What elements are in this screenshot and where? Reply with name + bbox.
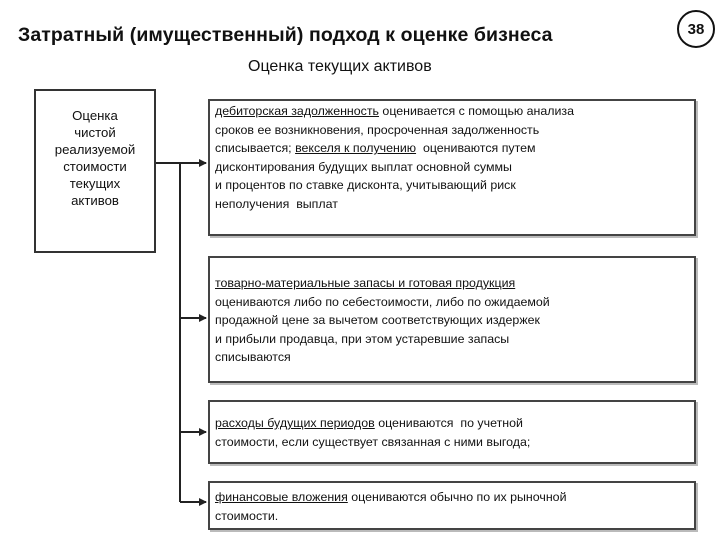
subtitle: Оценка текущих активов [248, 58, 432, 75]
inventory-term: товарно-материальные запасы и готовая продукция [215, 276, 516, 290]
box-line: неполучения выплат [215, 196, 338, 211]
page-number-badge: 38 [677, 10, 715, 48]
box-line: и прибыли продавца, при этом устаревшие запасы [215, 331, 510, 346]
main-label-line: активов [71, 193, 119, 208]
box-text: списывается; [215, 141, 296, 155]
main-label-line: чистой [74, 125, 116, 140]
main-label-line: стоимости [63, 159, 127, 174]
bills-receivable-term: векселя к получению [295, 141, 417, 155]
box-line: оцениваются либо по себестоимости, либо по ожидаемой [215, 294, 550, 309]
box-line: списываются [215, 350, 291, 364]
financial-investments-box [208, 481, 696, 530]
box-line [215, 102, 688, 121]
box-line: и процентов по ставке дисконта, учитывающий риск [215, 178, 516, 192]
box-line [215, 414, 688, 433]
box-line: стоимости. [215, 508, 279, 523]
deferred-expenses-term: расходы будущих периодов [215, 416, 375, 430]
box-line [215, 488, 688, 507]
box-text: оцениваются обычно по их рыночной [347, 490, 567, 504]
box-text: оцениваются по учетной [374, 416, 523, 430]
main-label-line: текущих [69, 176, 121, 191]
receivables-box [208, 99, 696, 236]
main-label-line: Оценка [72, 108, 118, 123]
financial-investments-term: финансовые вложения [215, 490, 348, 504]
box-line: сроков ее возникновения, просроченная задолженность [215, 122, 540, 137]
page-title: Затратный (имущественный) подход к оценке бизнеса [18, 24, 553, 46]
box-line: стоимости, если существует связанная с ними выгода; [215, 434, 531, 449]
inventory-box [208, 256, 696, 383]
deferred-expenses-box [208, 400, 696, 464]
receivables-term: дебиторская задолженность [215, 104, 379, 118]
box-line [215, 139, 688, 158]
main-label-line: реализуемой [54, 142, 136, 157]
box-text: оценивается с помощью анализа [378, 104, 575, 118]
box-text: оцениваются путем [416, 141, 536, 155]
box-line: дисконтирования будущих выплат основной суммы [215, 159, 512, 174]
box-line: продажной цене за вычетом соответствующих издержек [215, 313, 540, 327]
